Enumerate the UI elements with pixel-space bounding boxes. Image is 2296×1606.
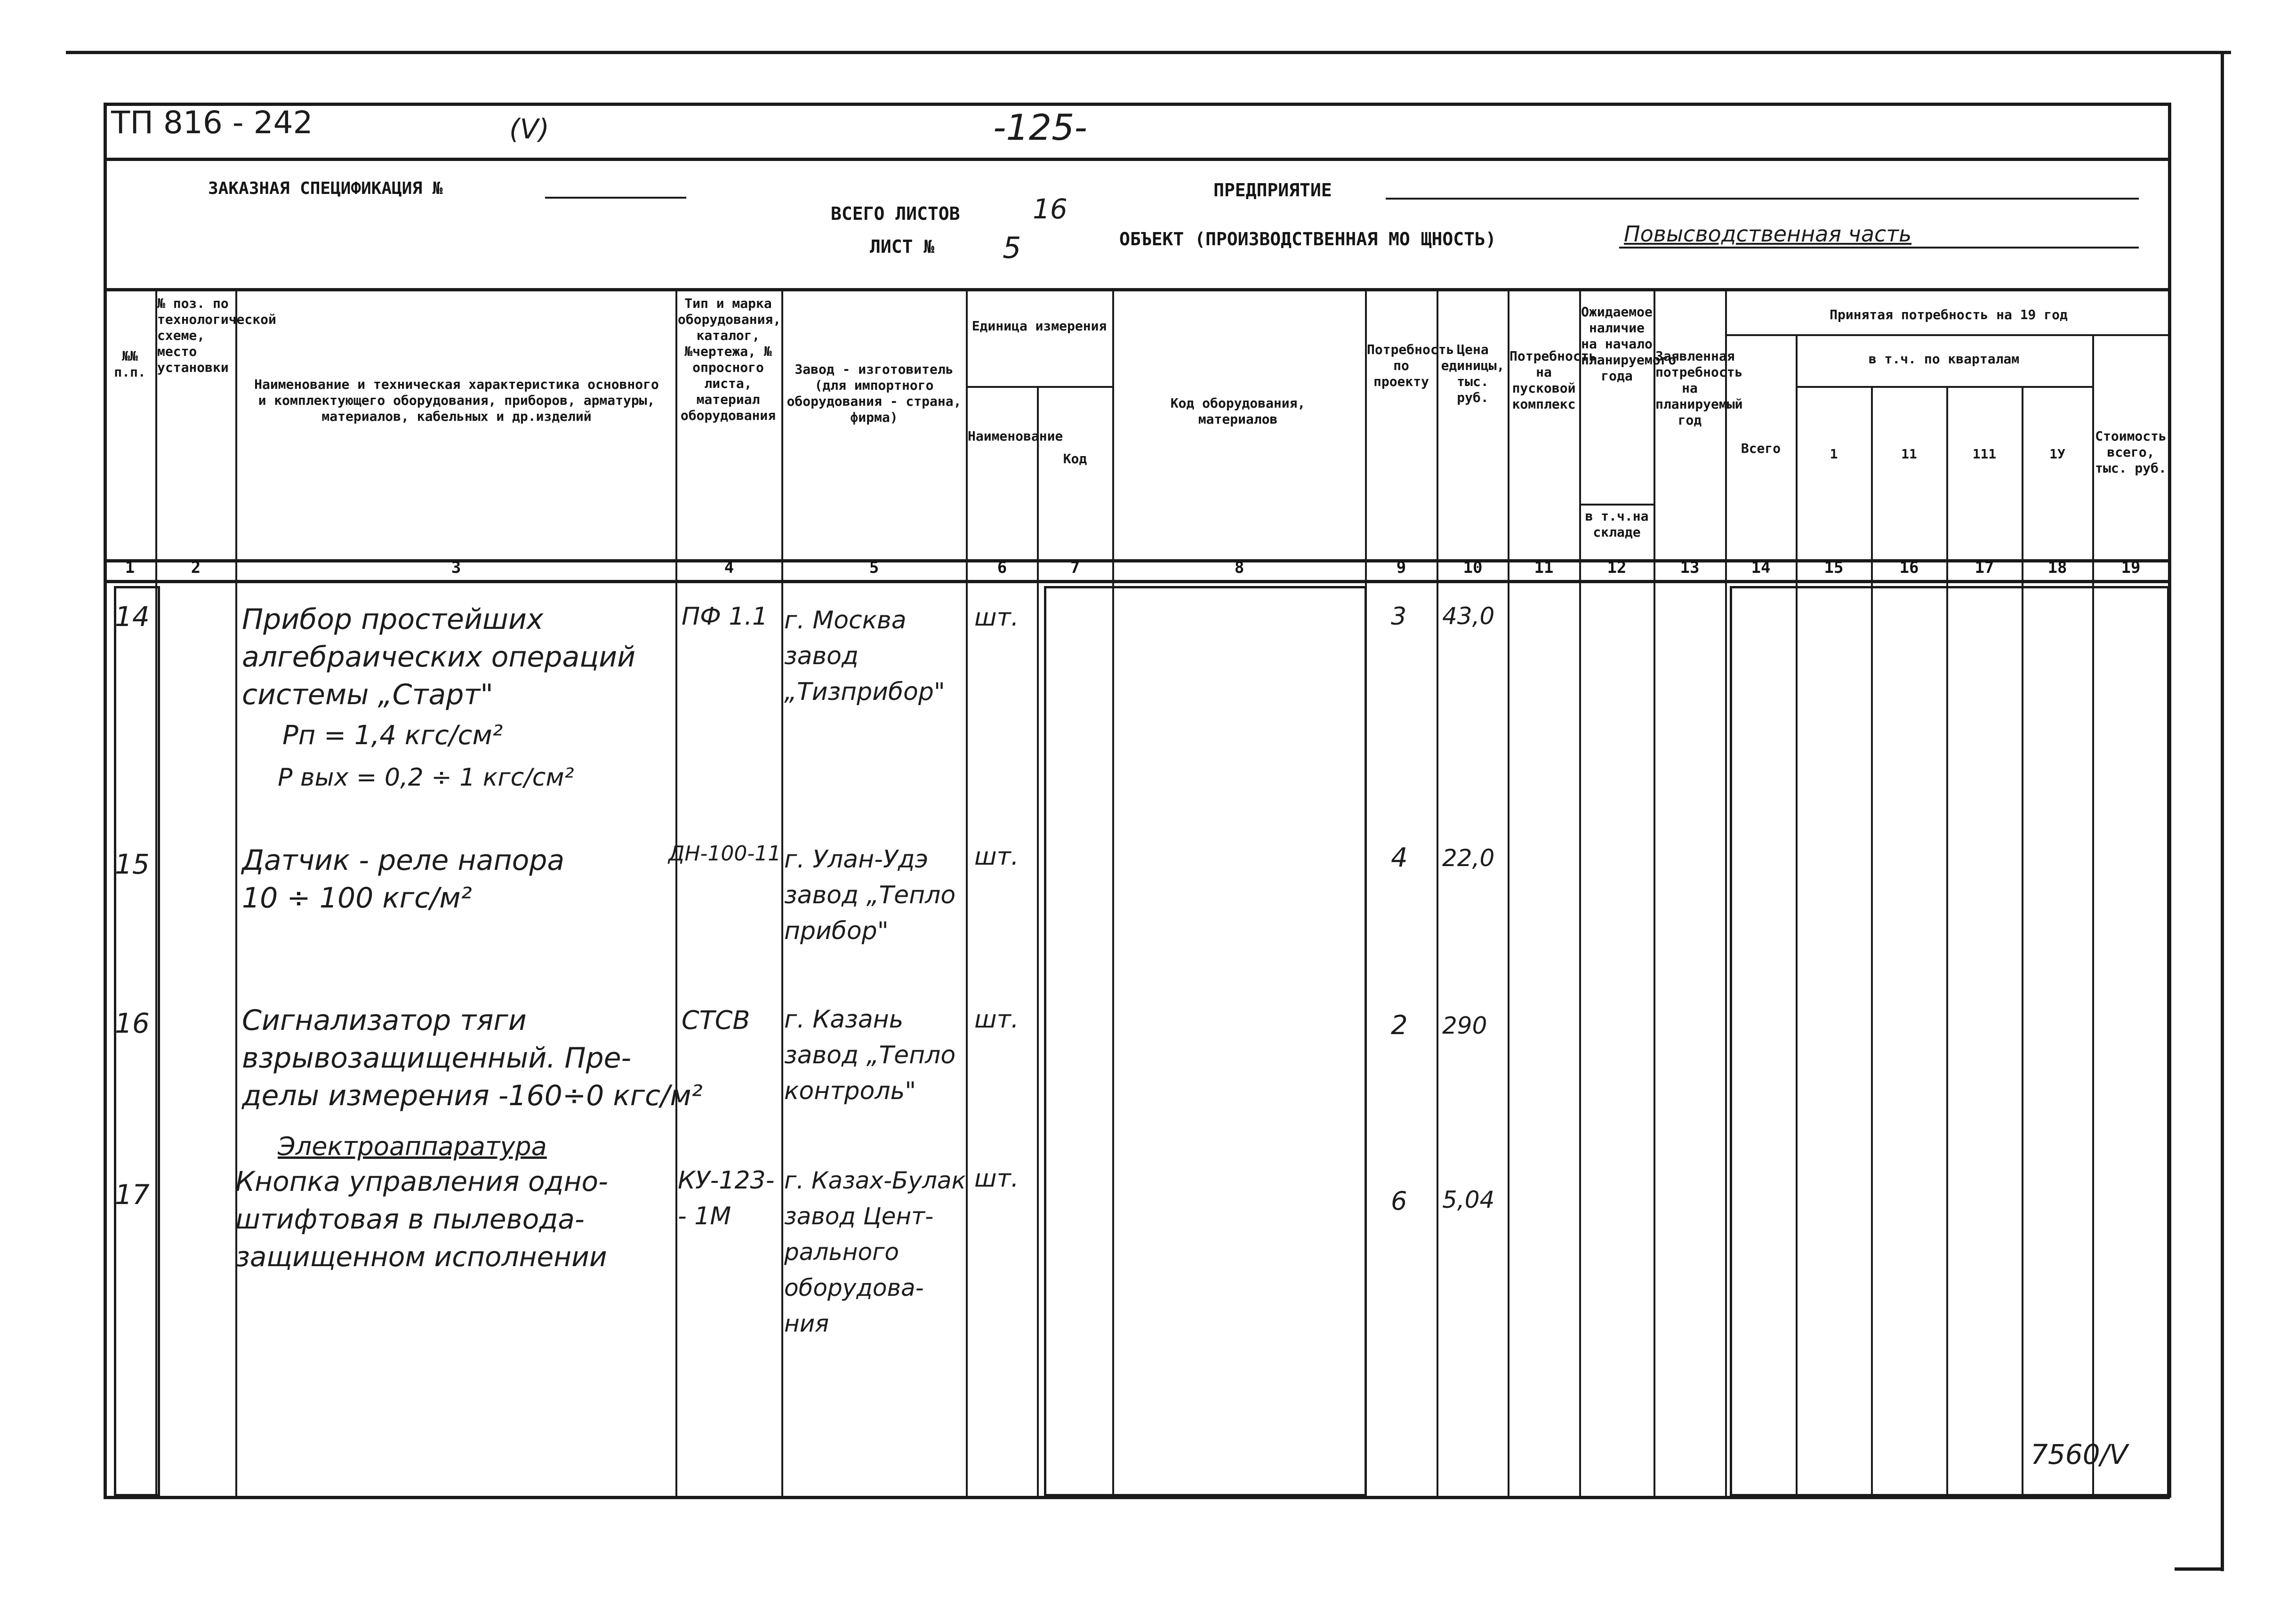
body-box-left <box>114 586 160 1496</box>
colhead-quarters-group: в т.ч. по кварталам <box>1868 351 2020 367</box>
sheet-value: 5 <box>1003 231 1021 265</box>
colhead-12b: в т.ч.на складе <box>1585 508 1649 540</box>
row-17-type: КУ-123- - 1М <box>678 1166 775 1230</box>
col-sep <box>966 288 968 1496</box>
col-sep <box>781 288 783 1496</box>
col-sep <box>1508 288 1509 1496</box>
colnum-7: 7 <box>1070 558 1080 577</box>
row-14-name: Прибор простейших алгебраических операций системы „Старт" <box>242 603 636 711</box>
colhead-4: Тип и марка оборудования, каталог, №чертежа, № опросного листа, материал оборудования <box>678 296 781 423</box>
body-box-right <box>1730 586 2169 1496</box>
row-15-number: 15 <box>115 848 150 880</box>
colnum-12: 12 <box>1607 558 1627 577</box>
frame-spec-bottom <box>104 288 2170 291</box>
col-sep <box>1579 288 1581 1496</box>
object-line <box>1619 247 2139 249</box>
section-heading: Электроаппаратура <box>278 1132 547 1161</box>
colnum-5: 5 <box>869 558 879 577</box>
colhead-6: Наименование <box>968 428 1063 444</box>
row-14-price: 43,0 <box>1442 602 1495 630</box>
colnum-8: 8 <box>1234 558 1244 577</box>
frame-left <box>104 103 107 1498</box>
row-16-name: Сигнализатор тяги взрывозащищенный. Пре- делы измерения -160÷0 кгс/м² <box>242 1004 703 1112</box>
row-14-number: 14 <box>115 601 150 633</box>
colnum-11: 11 <box>1534 558 1554 577</box>
col-sep <box>1037 386 1039 1496</box>
colnum-2: 2 <box>191 558 201 577</box>
colnum-3: 3 <box>451 558 461 577</box>
row-14-type: ПФ 1.1 <box>682 602 768 631</box>
colhead-19: Стоимость всего, тыс. руб. <box>2095 428 2167 476</box>
enterprise-line <box>1386 198 2139 200</box>
colnum-4: 4 <box>724 558 734 577</box>
colnum-18: 18 <box>2047 558 2067 577</box>
row-15-unit: шт. <box>974 843 1019 871</box>
top-rule <box>66 51 2231 54</box>
col12-split-rule <box>1579 504 1654 506</box>
row-15-price: 22,0 <box>1442 844 1495 872</box>
doc-code: ТП 816 - 242 <box>111 104 313 141</box>
row-14-qty: 3 <box>1391 602 1407 631</box>
colhead-12: Ожидаемое наличие на начало планируемого года <box>1581 304 1677 384</box>
row-17-unit: шт. <box>974 1164 1019 1193</box>
page-number: -125- <box>993 106 1087 148</box>
row-16-qty: 2 <box>1391 1010 1408 1041</box>
sheet-label: ЛИСТ № <box>870 236 935 257</box>
colhead-unit-group: Единица измерения <box>971 318 1107 334</box>
row-16-type: СТСВ <box>682 1005 750 1035</box>
colhead-13: Заявленная потребность на планируемый год <box>1655 348 1743 428</box>
colnum-9: 9 <box>1396 558 1406 577</box>
frame-colnum-bottom <box>104 580 2170 583</box>
colhead-15: 1 <box>1830 446 1838 462</box>
colnum-17: 17 <box>1975 558 1994 577</box>
accepted-group-rule <box>1725 334 2168 336</box>
colnum-14: 14 <box>1751 558 1771 577</box>
row-15-maker: г. Улан-Удэ завод „Тепло прибор" <box>784 845 956 945</box>
footer-code: 7560/V <box>2031 1438 2128 1470</box>
row-15-type: ДН-100-11 <box>668 842 781 866</box>
colnum-13: 13 <box>1680 558 1700 577</box>
colhead-5: Завод - изготовитель (для импортного оборудования - страна, фирма) <box>787 361 962 425</box>
row-16-maker: г. Казань завод „Тепло контроль" <box>784 1005 956 1105</box>
quarters-group-rule <box>1796 386 2092 388</box>
bottom-right-rule <box>2175 1567 2223 1571</box>
colhead-10: Цена единицы, тыс. руб. <box>1441 342 1505 405</box>
colnum-19: 19 <box>2121 558 2141 577</box>
colnum-16: 16 <box>1899 558 1919 577</box>
body-box-mid <box>1044 586 1367 1496</box>
row-14-maker: г. Москва завод „Тизприбор" <box>784 606 945 706</box>
col-sep <box>235 288 237 1496</box>
colhead-1: №№ п.п. <box>114 348 146 380</box>
col-sep <box>1654 288 1655 1496</box>
colhead-14: Всего <box>1741 441 1781 456</box>
row-14-param1: Рп = 1,4 кгс/см² <box>282 720 503 751</box>
row-16-unit: шт. <box>974 1005 1019 1034</box>
row-14-unit: шт. <box>974 603 1019 632</box>
frame-header-bottom <box>104 158 2170 161</box>
row-15-name: Датчик - реле напора 10 ÷ 100 кгс/м² <box>242 844 565 915</box>
row-16-price: 290 <box>1442 1012 1487 1039</box>
row-17-qty: 6 <box>1391 1186 1407 1216</box>
col-sep <box>1437 288 1438 1496</box>
colnum-1: 1 <box>125 558 135 577</box>
row-17-maker: г. Казах-Булак завод Цент- рального оборудова- ния <box>784 1167 966 1337</box>
row-15-qty: 4 <box>1391 843 1408 873</box>
colhead-accepted-group: Принятая потребность на 19 год <box>1830 307 2068 322</box>
total-sheets-value: 16 <box>1033 193 1068 225</box>
colhead-16: 11 <box>1901 446 1917 462</box>
colhead-3: Наименование и техническая характеристика основного и комплектующего оборудования, приборов, арматуры, материалов, кабельных и др.изделий <box>254 377 659 424</box>
row-16-number: 16 <box>115 1007 150 1039</box>
total-sheets-label: ВСЕГО ЛИСТОВ <box>831 203 960 224</box>
colnum-10: 10 <box>1463 558 1483 577</box>
col-sep <box>675 288 677 1496</box>
row-17-name: Кнопка управления одно- штифтовая в пылевода- защищенном исполнении <box>235 1165 608 1273</box>
object-label: ОБЪЕКТ (ПРОИЗВОДСТВЕННАЯ МО ЩНОСТЬ) <box>1119 229 1496 249</box>
colnum-6: 6 <box>997 558 1007 577</box>
spec-number-line <box>545 197 686 199</box>
row-17-number: 17 <box>115 1179 150 1211</box>
row-17-price: 5,04 <box>1442 1186 1495 1213</box>
colhead-18: 1У <box>2049 446 2065 462</box>
colnum-15: 15 <box>1824 558 1844 577</box>
spec-label: ЗАКАЗНАЯ СПЕЦИФИКАЦИЯ № <box>208 179 443 198</box>
colhead-7: Код <box>1063 451 1087 466</box>
volume-mark: (V) <box>509 113 549 145</box>
colhead-17: 111 <box>1972 446 1997 462</box>
object-value: Повысводственная часть <box>1624 221 1912 247</box>
frame-top <box>104 103 2170 106</box>
colhead-8: Код оборудования, материалов <box>1170 395 1306 427</box>
colhead-9: Потребность по проекту <box>1367 342 1454 389</box>
right-rule <box>2221 51 2224 1571</box>
row-14-param2: Р вых = 0,2 ÷ 1 кгс/см² <box>278 763 574 792</box>
frame-bottom <box>104 1496 2170 1499</box>
col-sep <box>1725 288 1727 1496</box>
enterprise-label: ПРЕДПРИЯТИЕ <box>1213 180 1332 201</box>
colhead-11: Потребность на пусковой комплекс <box>1509 348 1597 412</box>
unit-group-rule <box>966 386 1112 388</box>
colhead-2: № поз. по технологической схеме, место установки <box>157 296 276 375</box>
